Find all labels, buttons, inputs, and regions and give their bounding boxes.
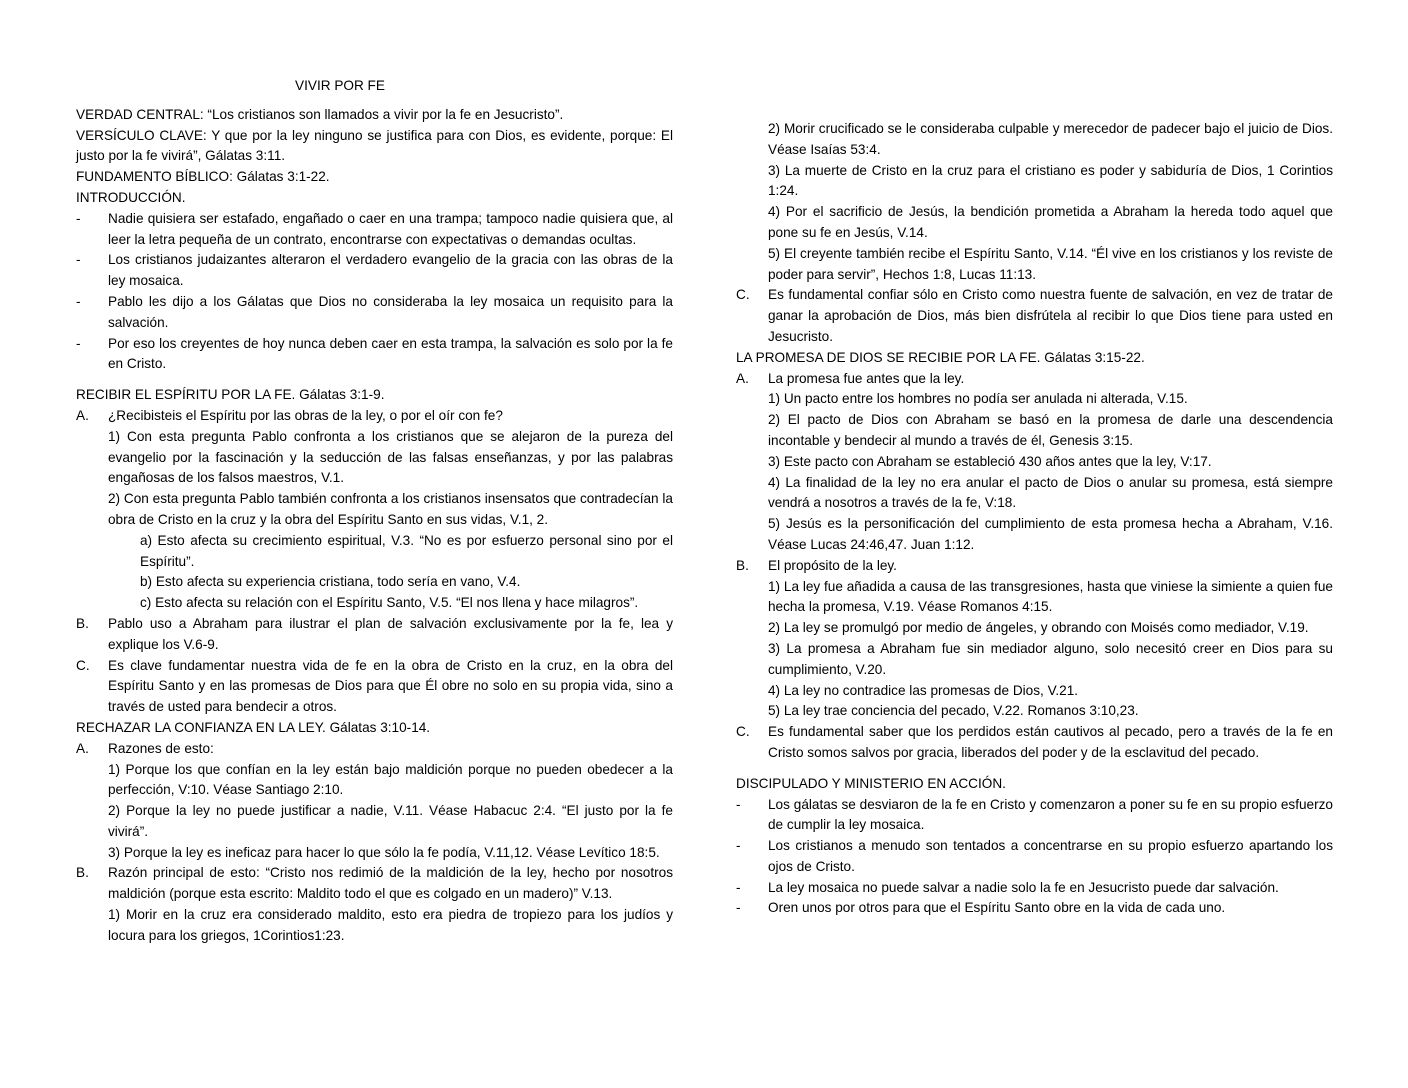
section-item (736, 556, 1333, 577)
item-text: Es fundamental saber que los perdidos están cautivos al pecado, pero a través de la fe en Cristo somos salvos por gracia, liberados del poder y de la esclavitud del pecado. (768, 724, 1333, 760)
intro-text: Nadie quisiera ser estafado, engañado o caer en una trampa; tampoco nadie quisiera que, al leer la letra pequeña de un contrato, encontrarse con expectativas o demandas ocultas. (108, 210, 673, 247)
item-marker: A. (76, 740, 89, 756)
section-item (76, 739, 673, 760)
sub-item: 1) Un pacto entre los hombres no podía ser anulada ni alterada, V.15. (768, 391, 1188, 407)
sub-item: 3) Porque la ley es ineficaz para hacer lo que sólo la fe podía, V.11,12. Véase Levítico 18:5. (108, 844, 660, 860)
section-heading-promesa: LA PROMESA DE DIOS SE RECIBIE POR LA FE. Gálatas 3:15-22. (736, 349, 1145, 365)
sub-sub-item: b) Esto afecta su experiencia cristiana, todo sería en vano, V.4. (140, 574, 521, 590)
intro-heading: INTRODUCCIÓN. (76, 189, 186, 205)
item-marker: A. (76, 407, 89, 423)
sub-item: 4) La finalidad de la ley no era anular el pacto de Dios o anular su promesa, está siempre vendrá a nosotros a través de la fe, V:18. (768, 474, 1333, 511)
bullet-marker: - (736, 900, 741, 916)
disc-item (736, 836, 1333, 878)
item-text: Es fundamental confiar sólo en Cristo como nuestra fuente de salvación, en vez de tratar de ganar la aprobación de Dios, más bien disfrútela al recibir lo que Dios tiene para usted en Jesucristo. (768, 287, 1333, 344)
item-text: Razones de esto: (108, 740, 214, 756)
bullet-marker: - (76, 252, 81, 268)
section-item (76, 656, 673, 718)
left-column (76, 76, 673, 947)
item-marker: C. (736, 287, 750, 303)
section-item (736, 285, 1333, 347)
sub-item: 2) Con esta pregunta Pablo también confronta a los cristianos insensatos que contradecían la obra de Cristo en la cruz y la obra del Espíritu Santo en sus vidas, V.1, 2. (108, 491, 673, 527)
section-item (76, 406, 673, 427)
sub-item: 1) Porque los que confían en la ley están bajo maldición porque no pueden obedecer a la perfección, V:10. Véase Santiago 2:10. (108, 761, 673, 798)
intro-text: Por eso los creyentes de hoy nunca deben caer en esta trampa, la salvación es solo por la fe en Cristo. (108, 335, 673, 372)
sub-item: 1) Morir en la cruz era considerado maldito, esto era piedra de tropiezo para los judíos y locura para los griegos, 1Corintios1:23. (108, 907, 673, 943)
sub-item: 3) Este pacto con Abraham se estableció 430 años antes que la ley, V:17. (768, 453, 1212, 469)
item-marker: B. (76, 615, 89, 631)
verdad-central: VERDAD CENTRAL: “Los cristianos son llamados a vivir por la fe en Jesucristo”. (76, 106, 564, 122)
disc-item (736, 795, 1333, 837)
item-text: El propósito de la ley. (768, 557, 897, 573)
sub-item: 1) Con esta pregunta Pablo confronta a los cristianos que se alejaron de la pureza del evangelio por la fascinación y la seducción de las falsas enseñanzas, y por las palabras engañosas de los falsos maestros, V.1. (108, 428, 673, 486)
sub-item: 2) La ley se promulgó por medio de ángeles, y obrando con Moisés como mediador, V.19. (768, 620, 1309, 636)
item-text: ¿Recibisteis el Espíritu por las obras de la ley, o por el oír con fe? (108, 407, 503, 423)
page-title: VIVIR POR FE (295, 78, 385, 93)
bullet-marker: - (736, 838, 741, 854)
intro-item (76, 334, 673, 376)
intro-item (76, 209, 673, 251)
item-marker: C. (76, 657, 90, 673)
sub-item: 1) La ley fue añadida a causa de las transgresiones, hasta que viniese la simiente a quien fue hecha la promesa, V.19. Véase Romanos 4:15. (768, 578, 1333, 615)
sub-item: 2) El pacto de Dios con Abraham se basó en la promesa de darle una descendencia incontable y bendecir al mundo a través de él, Genesis 3:15. (768, 412, 1333, 448)
item-text: Pablo uso a Abraham para ilustrar el plan de salvación exclusivamente por la fe, lea y explique los V.6-9. (108, 615, 673, 652)
bullet-marker: - (76, 335, 81, 351)
bullet-marker: - (736, 879, 741, 895)
item-marker: C. (736, 724, 750, 740)
sub-item: 3) La muerte de Cristo en la cruz para el cristiano es poder y sabiduría de Dios, 1 Corintios 1:24. (768, 162, 1333, 199)
item-text: La promesa fue antes que la ley. (768, 370, 965, 386)
disc-text: La ley mosaica no puede salvar a nadie solo la fe en Jesucristo puede dar salvación. (768, 879, 1279, 895)
section-heading-discipulado: DISCIPULADO Y MINISTERIO EN ACCIÓN. (736, 775, 1006, 791)
item-marker: B. (76, 865, 89, 881)
bullet-marker: - (76, 293, 81, 309)
bullet-marker: - (736, 796, 741, 812)
section-item (736, 369, 1333, 390)
right-column (736, 119, 1333, 919)
fundamento-biblico: FUNDAMENTO BÍBLICO: Gálatas 3:1-22. (76, 169, 330, 185)
intro-item (76, 250, 673, 292)
intro-text: Pablo les dijo a los Gálatas que Dios no consideraba la ley mosaica un requisito para la salvación. (108, 293, 673, 330)
intro-text: Los cristianos judaizantes alteraron el verdadero evangelio de la gracia con las obras de la ley mosaica. (108, 252, 673, 289)
disc-text: Los gálatas se desviaron de la fe en Cristo y comenzaron a poner su fe en su propio esfuerzo de cumplir la ley mosaica. (768, 796, 1333, 833)
section-item (76, 863, 673, 905)
item-marker: A. (736, 370, 749, 386)
disc-text: Oren unos por otros para que el Espíritu Santo obre en la vida de cada uno. (768, 900, 1226, 916)
sub-sub-item: c) Esto afecta su relación con el Espíritu Santo, V.5. “El nos llena y hace milagros”. (140, 595, 639, 611)
disc-item (736, 898, 1333, 919)
sub-item: 5) El creyente también recibe el Espíritu Santo, V.14. “Él vive en los cristianos y los reviste de poder para servir”, Hechos 1:8, Lucas 11:13. (768, 245, 1333, 282)
section-item (76, 614, 673, 656)
intro-item (76, 292, 673, 334)
versiculo-clave: VERSÍCULO CLAVE: Y que por la ley ninguno se justifica para con Dios, es evidente, porque: El justo por la fe vivirá”, Gálatas 3:11. (76, 127, 673, 164)
disc-text: Los cristianos a menudo son tentados a concentrarse en su propio esfuerzo apartando los ojos de Cristo. (768, 838, 1333, 874)
disc-item (736, 878, 1333, 899)
spacer (736, 764, 1333, 774)
sub-item: 2) Porque la ley no puede justificar a nadie, V.11. Véase Habacuc 2:4. “El justo por la fe vivirá”. (108, 803, 673, 839)
section-heading-recibir: RECIBIR EL ESPÍRITU POR LA FE. Gálatas 3:1-9. (76, 387, 385, 403)
section-item (736, 722, 1333, 764)
spacer (76, 375, 673, 385)
sub-item: 5) La ley trae conciencia del pecado, V.22. Romanos 3:10,23. (768, 703, 1139, 719)
item-text: Es clave fundamentar nuestra vida de fe en la obra de Cristo en la cruz, en la obra del Espíritu Santo y en las promesas de Dios para que Él obre no solo en su propia vida, sino a través de usted para bendecir a otros. (108, 657, 673, 715)
sub-item: 3) La promesa a Abraham fue sin mediador alguno, solo necesitó creer en Dios para su cumplimiento, V.20. (768, 640, 1333, 677)
sub-item: 4) La ley no contradice las promesas de Dios, V.21. (768, 682, 1079, 698)
sub-sub-item: a) Esto afecta su crecimiento espiritual, V.3. “No es por esfuerzo personal sino por el Espíritu”. (140, 532, 673, 569)
bullet-marker: - (76, 210, 81, 226)
item-text: Razón principal de esto: “Cristo nos redimió de la maldición de la ley, hecho por nosotros maldición (porque esta escrito: Maldito todo el que es colgado en un madero)” V.13. (108, 865, 673, 902)
section-heading-rechazar: RECHAZAR LA CONFIANZA EN LA LEY. Gálatas 3:10-14. (76, 719, 431, 735)
item-marker: B. (736, 557, 749, 573)
sub-item: 4) Por el sacrificio de Jesús, la bendición prometida a Abraham la hereda todo aquel que pone su fe en Jesús, V.14. (768, 204, 1333, 240)
sub-item: 2) Morir crucificado se le consideraba culpable y merecedor de padecer bajo el juicio de Dios. Véase Isaías 53:4. (768, 121, 1333, 157)
sub-item: 5) Jesús es la personificación del cumplimiento de esta promesa hecha a Abraham, V.16. Véase Lucas 24:46,47. Juan 1:12. (768, 516, 1333, 552)
